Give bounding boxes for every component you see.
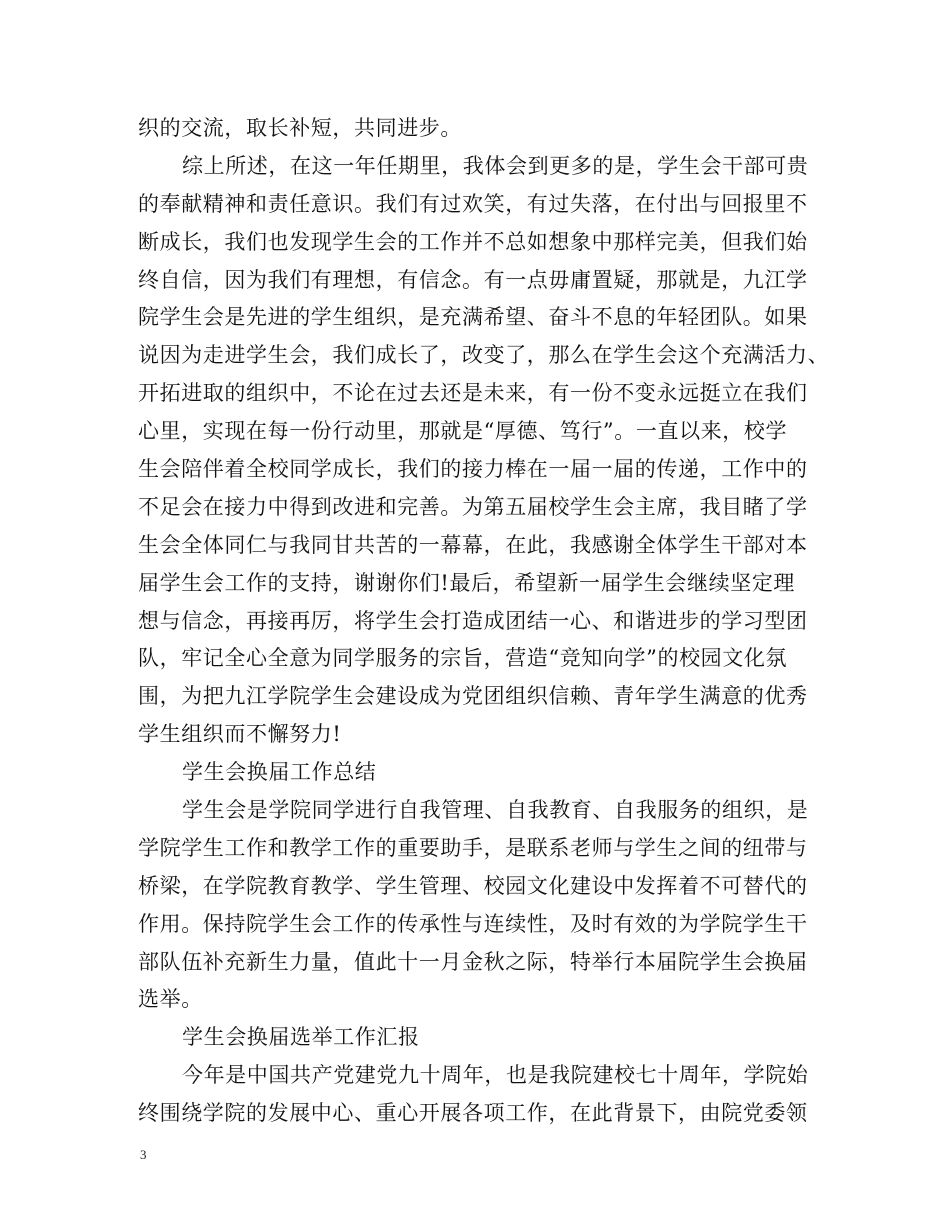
text-line: 想与信念，再接再厉，将学生会打造成团结一心、和谐进步的学习型团	[138, 608, 808, 633]
text-line: 断成长，我们也发现学生会的工作并不总如想象中那样完美，但我们始	[138, 229, 808, 254]
text-line: 终自信，因为我们有理想，有信念。有一点毋庸置疑，那就是，九江学	[138, 267, 808, 292]
text-line: 桥梁，在学院教育教学、学生管理、校园文化建设中发挥着不可替代的	[138, 873, 808, 898]
text-line: 说因为走进学生会，我们成长了，改变了，那么在学生会这个充满活力、	[138, 343, 830, 368]
text-line: 院学生会是先进的学生组织，是充满希望、奋斗不息的年轻团队。如果	[138, 305, 808, 330]
text-line: 不足会在接力中得到改进和完善。为第五届校学生会主席，我目睹了学	[138, 494, 808, 519]
text-line: 的奉献精神和责任意识。我们有过欢笑，有过失落，在付出与回报里不	[138, 191, 808, 216]
text-line: 学生会是学院同学进行自我管理、自我教育、自我服务的组织，是	[182, 798, 809, 823]
text-line: 选举。	[138, 987, 203, 1012]
text-line: 织的交流，取长补短，共同进步。	[138, 116, 462, 140]
text-line: 生会全体同仁与我同甘共苦的一幕幕，在此，我感谢全体学生干部对本	[138, 532, 808, 557]
body-text	[138, 110, 830, 1133]
text-line: 作用。保持院学生会工作的传承性与连续性，及时有效的为学院学生干	[138, 911, 808, 936]
text-line: 届学生会工作的支持，谢谢你们!最后，希望新一届学生会继续坚定理	[138, 570, 796, 595]
text-line: 学院学生工作和教学工作的重要助手，是联系老师与学生之间的纽带与	[138, 835, 808, 860]
text-line: 队，牢记全心全意为同学服务的宗旨，营造“竞知向学”的校园文化氛	[138, 646, 788, 671]
text-line: 生会陪伴着全校同学成长，我们的接力棒在一届一届的传递，工作中的	[138, 457, 808, 482]
text-line: 开拓进取的组织中，不论在过去还是未来，有一份不变永远挺立在我们	[138, 381, 808, 406]
text-line: 终围绕学院的发展中心、重心开展各项工作，在此背景下，由院党委领	[138, 1101, 808, 1126]
text-line: 心里，实现在每一份行动里，那就是“厚德、笃行”。一直以来，校学	[138, 419, 788, 444]
text-line: 学生会换届选举工作汇报	[182, 1025, 420, 1050]
text-line: 综上所述，在这一年任期里，我体会到更多的是，学生会干部可贵	[182, 153, 809, 178]
text-line: 围，为把九江学院学生会建设成为党团组织信赖、青年学生满意的优秀	[138, 684, 808, 709]
text-line: 学生组织而不懈努力!	[138, 722, 342, 747]
page-number: 3	[140, 1147, 147, 1162]
text-line: 学生会换届工作总结	[182, 760, 377, 785]
text-line: 部队伍补充新生力量，值此十一月金秋之际，特举行本届院学生会换届	[138, 949, 808, 974]
text-line: 今年是中国共产党建党九十周年，也是我院建校七十周年，学院始	[182, 1063, 809, 1088]
